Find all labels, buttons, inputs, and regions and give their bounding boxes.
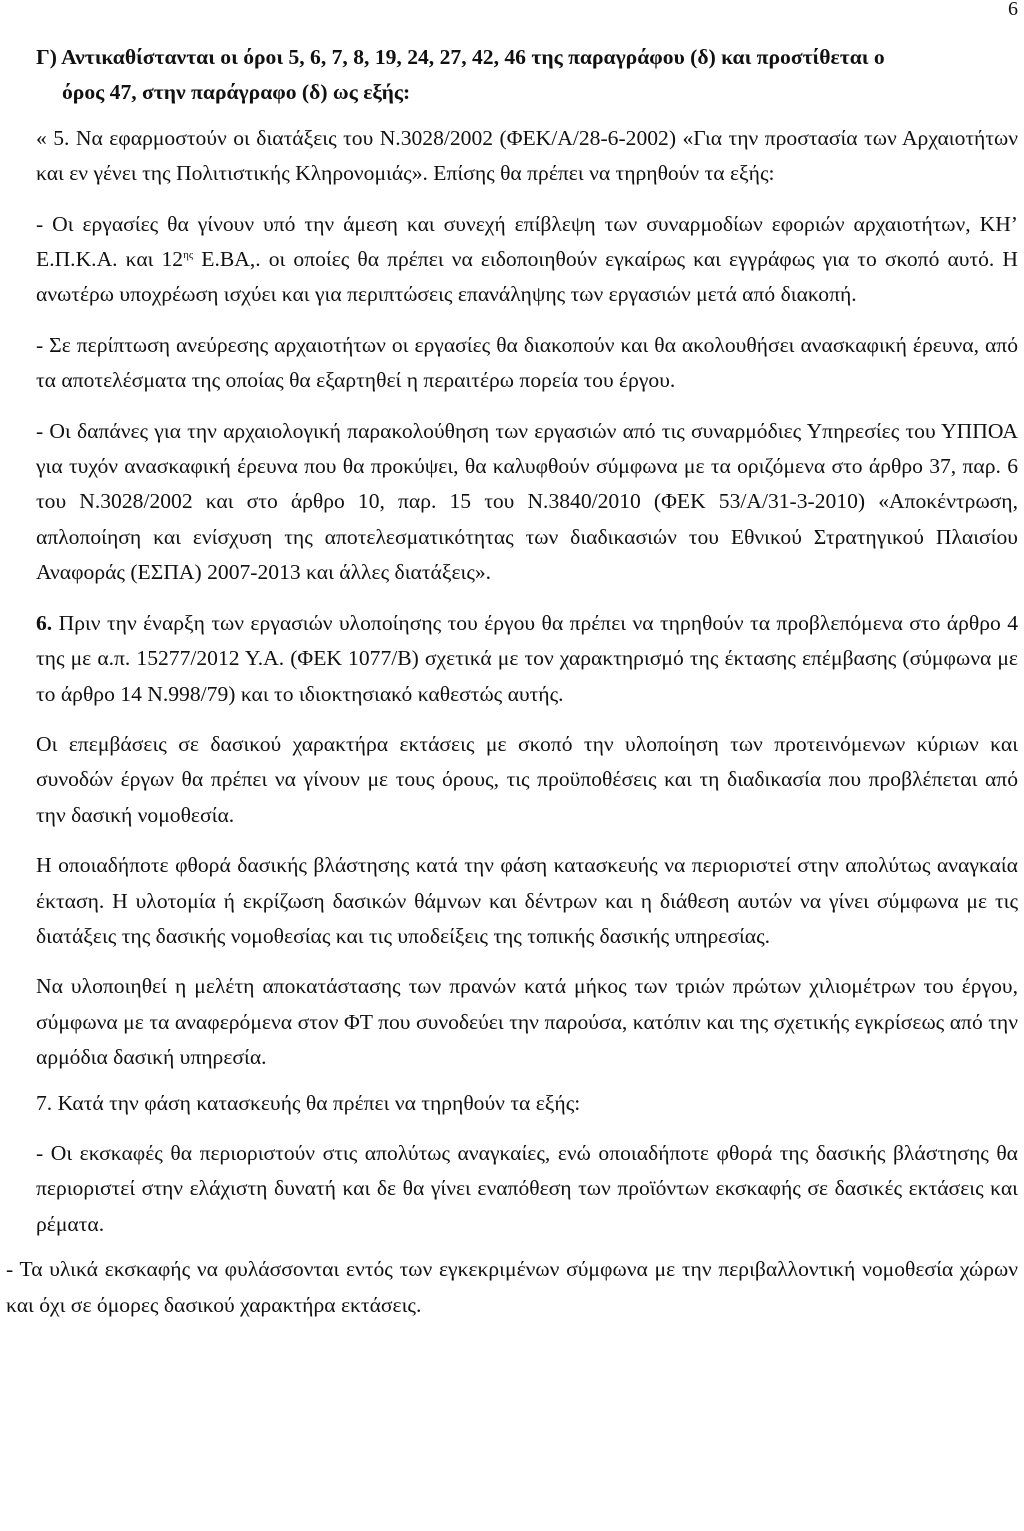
paragraph-vegetation-damage: Η οποιαδήποτε φθορά δασικής βλάστησης κατά την φάση κατασκευής να περιοριστεί στην απολύτως αναγκαία έκταση. Η υλοτομία ή εκρίζωση δασικών θάμνων και δέντρων και η διάθεση αυτών να γίνει σύμφωνα με τις διατάξεις της δασικής νομοθεσίας και τις υποδείξεις της τοπικής δασικής υπηρεσίας. (36, 853, 1018, 948)
heading-line-1: Γ) Αντικαθίστανται οι όροι 5, 6, 7, 8, 19, 24, 27, 42, 46 της παραγράφου (δ) και προστίθεται ο (36, 45, 885, 69)
document-body (6, 40, 1018, 1323)
heading-line-2: όρος 47, στην παράγραφο (δ) ως εξής: (62, 80, 411, 105)
paragraph-text: Πριν την έναρξη των εργασιών υλοποίησης του έργου θα πρέπει να τηρηθούν τα προβλεπόμενα στο άρθρο 4 της με α.π. 15277/2012 Υ.Α. (ΦΕΚ 1077/Β) σχετικά με τον χαρακτηρισμό της έκτασης επέμβασης (σύμφωνα με το άρθρο 14 Ν.998/79) και το ιδιοκτησιακό καθεστώς αυτής. (36, 610, 1018, 706)
paragraph-antiquities-discovery: - Σε περίπτωση ανεύρεσης αρχαιοτήτων οι εργασίες θα διακοπούν και θα ακολουθήσει ανασκαφική έρευνα, από τα αποτελέσματα της οποίας θα εξαρτηθεί η περαιτέρω πορεία του έργου. (36, 332, 1018, 393)
paragraph-term-6 (36, 606, 1018, 712)
paragraph-forest-interventions: Οι επεμβάσεις σε δασικού χαρακτήρα εκτάσεις με σκοπό την υλοποίηση των προτεινόμενων κύριων και συνοδών έργων θα πρέπει να γίνουν με τους όρους, τις προϋποθέσεις και τη διαδικασία που προβλέπεται από την δασική νομοθεσία. (36, 731, 1018, 827)
section-heading (36, 40, 1018, 111)
paragraph-excavation-materials: - Τα υλικά εκσκαφής να φυλάσσονται εντός των εγκεκριμένων σύμφωνα με την περιβαλλοντική νομοθεσία χώρων και όχι σε όμορες δασικού χαρακτήρα εκτάσεις. (6, 1257, 1018, 1317)
paragraph-term-7: 7. Κατά την φάση κατασκευής θα πρέπει να τηρηθούν τα εξής: (36, 1090, 581, 1115)
superscript: ης (183, 248, 194, 261)
term-number: 6. (36, 610, 53, 635)
page-number: 6 (1008, 0, 1018, 20)
paragraph-text: Ε.ΒΑ,. οι οποίες θα πρέπει να ειδοποιηθούν εγκαίρως και εγγράφως για το σκοπό αυτό. Η ανωτέρω υποχρέωση ισχύει και για περιπτώσεις επανάληψης των εργασιών μετά από διακοπή. (36, 247, 1018, 307)
paragraph-archaeology-costs: - Οι δαπάνες για την αρχαιολογική παρακολούθηση των εργασιών από τις συναρμόδιες Υπηρεσίες του ΥΠΠΟΑ για τυχόν ανασκαφική έρευνα που θα προκύψει, θα καλυφθούν σύμφωνα με τα οριζόμενα στο άρθρο 37, παρ. 6 του Ν.3028/2002 και στο άρθρο 10, παρ. 15 του Ν.3840/2010 (ΦΕΚ 53/Α/31-3-2010) «Αποκέντρωση, απλοποίηση και ενίσχυση της αποτελεσματικότητας των διαδικασιών του Εθνικού Στρατηγικού Πλαισίου Αναφοράς (ΕΣΠΑ) 2007-2013 και άλλες διατάξεις». (36, 418, 1018, 585)
paragraph-term-5: « 5. Να εφαρμοστούν οι διατάξεις του Ν.3028/2002 (ΦΕΚ/Α/28-6-2002) «Για την προστασία των Αρχαιοτήτων και εν γένει της Πολιτιστικής Κληρονομιάς». Επίσης θα πρέπει να τηρηθούν τα εξής: (36, 125, 1018, 186)
paragraph-slope-restoration: Να υλοποιηθεί η μελέτη αποκατάστασης των πρανών κατά μήκος των τριών πρώτων χιλιομέτρων του έργου, σύμφωνα με τα αναφερόμενα στον ΦΤ που συνοδεύει την παρούσα, κατόπιν και της σχετικής εγκρίσεως από την αρμόδια δασική υπηρεσία. (36, 974, 1018, 1070)
paragraph-excavations: - Οι εκσκαφές θα περιοριστούν στις απολύτως αναγκαίες, ενώ οποιαδήποτε φθορά της δασικής βλάστησης θα περιοριστεί στην ελάχιστη δυνατή και δε θα γίνει εναπόθεση των προϊόντων εκσκαφής σε δασικές εκτάσεις και ρέματα. (36, 1140, 1018, 1236)
paragraph-text: - Οι εργασίες θα γίνουν υπό την άμεση και συνεχή επίβλεψη των συναρμοδίων εφοριών αρχαιοτήτων, ΚΗ’ Ε.Π.Κ.Α. και 12 (36, 211, 1018, 272)
paragraph-archaeology-supervision (36, 207, 1018, 313)
